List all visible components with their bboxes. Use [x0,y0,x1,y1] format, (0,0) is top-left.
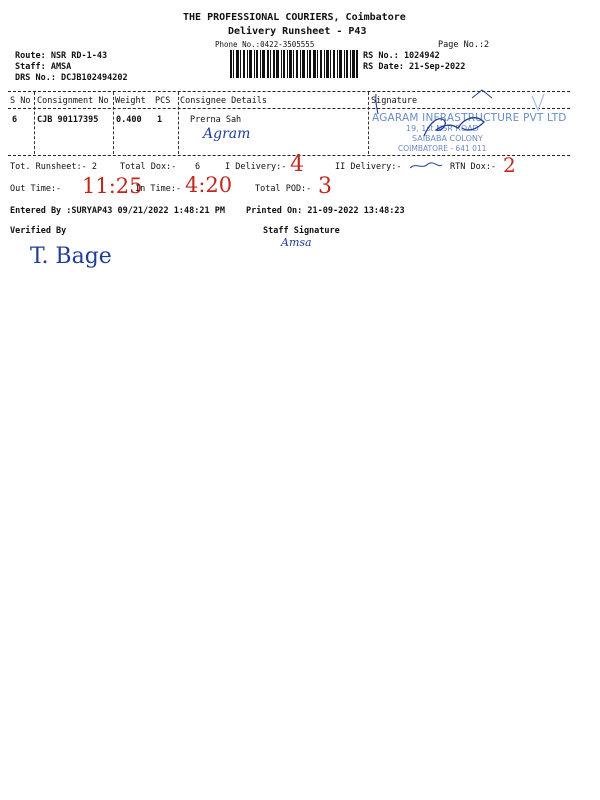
i-delivery-label: I Delivery:- [225,162,287,172]
entered-by: Entered By :SURYAP43 09/21/2022 1:48:21 PM [10,206,225,216]
total-pod-label: Total POD:- [255,184,312,194]
staff-signature-value: Amsa [281,236,312,249]
ii-delivery-scribble [408,160,444,172]
barcode [230,50,358,78]
col-sep [113,92,114,154]
row-handwritten-note: Agram [203,126,251,142]
staff-signature-label: Staff Signature [263,226,340,236]
out-time-value: 11:25 [82,174,143,198]
col-sep [178,92,179,154]
phone-number: Phone No.:0422-3505555 [215,40,315,49]
stamp-line-1: AGARAM INFRASTRUCTURE PVT LTD [372,112,567,124]
in-time-value: 4:20 [185,173,233,197]
row-consignee: Prerna Sah [190,115,242,125]
tot-runsheet: Tot. Runsheet:- 2 [10,162,97,172]
row-pcs: 1 [157,115,163,125]
ii-delivery-label: II Delivery:- [335,162,402,172]
col-header-pcs: PCS [155,96,171,106]
total-pod-value: 3 [318,174,332,199]
col-header-consignee: Consignee Details [180,96,267,106]
receiver-signature [372,88,562,158]
row-weight: 0.400 [116,115,142,125]
out-time-label: Out Time:- [10,184,62,194]
stamp-line-2: 19, 1st NSR ROAD [406,124,479,133]
rtn-dox-value: 2 [503,153,516,177]
col-sep [34,92,35,154]
total-dox-label: Total Dox:- [120,162,177,172]
route-field: Route: NSR RD-1-43 [15,51,108,61]
total-dox-value: 6 [195,162,201,172]
company-name: THE PROFESSIONAL COURIERS, Coimbatore [183,12,406,23]
i-delivery-value: 4 [290,152,304,177]
verified-signature: T. Bage [30,244,112,269]
rs-date: RS Date: 21-Sep-2022 [363,62,466,72]
rs-number: RS No.: 1024942 [363,51,440,61]
printed-on: Printed On: 21-09-2022 13:48:23 [246,206,405,216]
drs-number: DRS No.: DCJB102494202 [15,73,128,83]
staff-field: Staff: AMSA [15,62,72,72]
col-header-consignment: Consignment No [37,96,109,106]
page-number: Page No.:2 [438,40,490,50]
row-sno: 6 [12,115,18,125]
col-sep [368,92,369,154]
stamp-line-4: COIMBATORE - 641 011 [398,144,487,153]
rtn-dox-label: RTN Dox:- [450,162,497,172]
col-header-signature: Signature [371,96,418,106]
stamp-line-3: SAIBABA COLONY [412,134,483,143]
divider-row-end [8,155,570,156]
in-time-label: In Time:- [135,184,182,194]
runsheet-title: Delivery Runsheet - P43 [228,26,367,37]
verified-by-label: Verified By [10,226,67,236]
row-consignment: CJB 90117395 [37,115,99,125]
col-header-weight: Weight [115,96,146,106]
col-header-sno: S No [10,96,31,106]
